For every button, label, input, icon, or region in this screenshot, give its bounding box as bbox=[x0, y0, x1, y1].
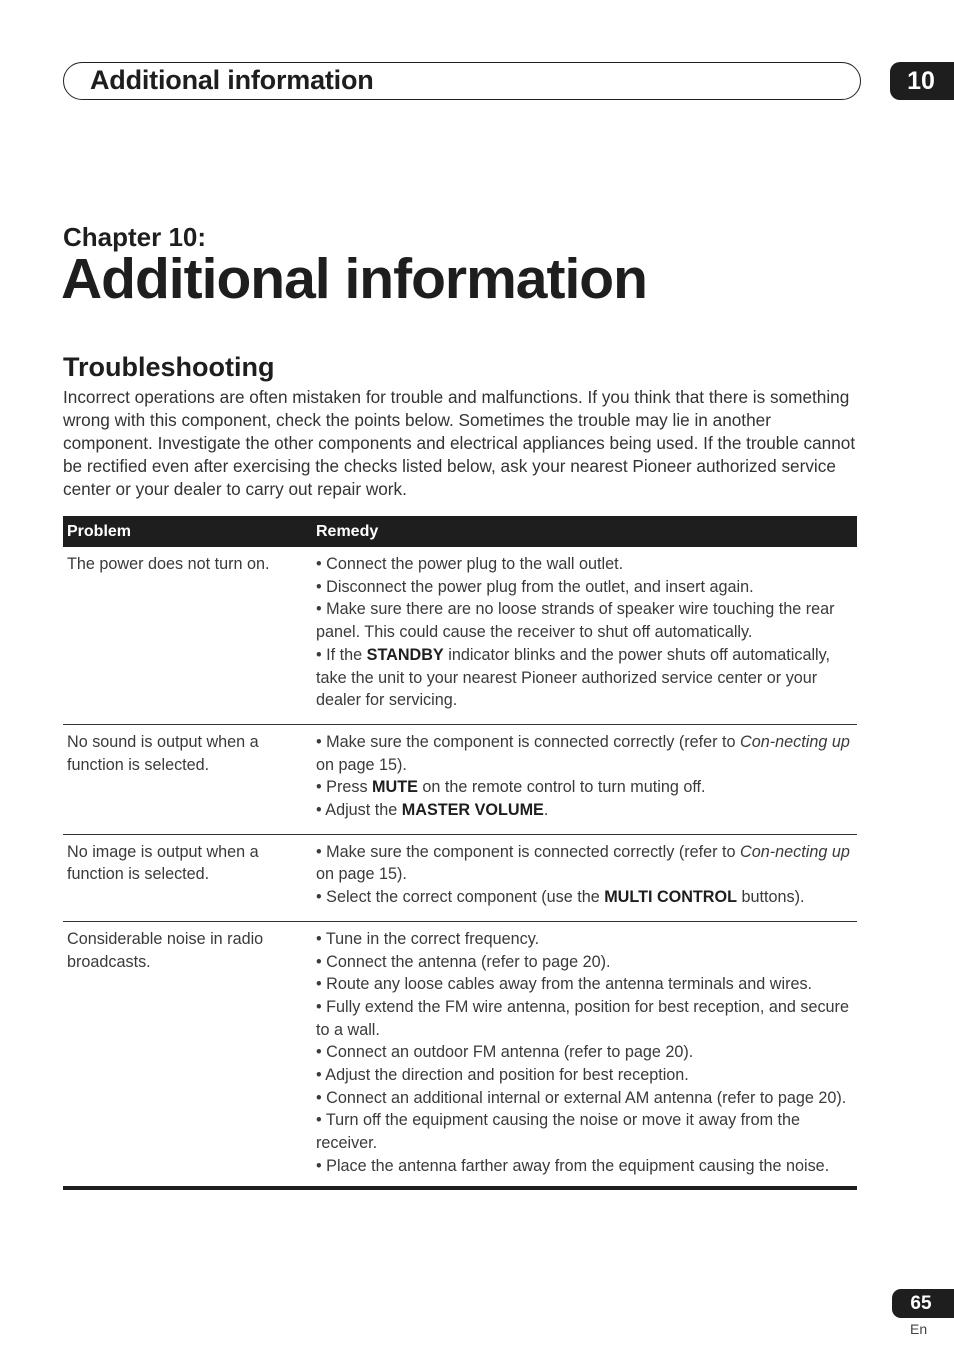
remedy-item bbox=[316, 1064, 853, 1087]
table-header-row bbox=[63, 516, 857, 547]
remedy-cell bbox=[312, 834, 857, 921]
remedy-text: • Make sure the component is connected correctly (refer to bbox=[316, 842, 741, 861]
remedy-text: indicator blinks and the power shuts off automatically, take the unit to your nearest Pioneer authorized service center or your dealer for servicing. bbox=[316, 645, 831, 710]
remedy-item bbox=[316, 1155, 853, 1178]
remedy-text: on the remote control to turn muting off. bbox=[417, 778, 706, 797]
remedy-item bbox=[316, 576, 853, 599]
chapter-label: Chapter 10: bbox=[63, 222, 207, 252]
remedy-text: • Adjust the direction and position for best reception. bbox=[316, 1066, 689, 1085]
remedy-text: • Route any loose cables away from the antenna terminals and wires. bbox=[316, 975, 813, 994]
column-header-problem: Problem bbox=[63, 516, 312, 547]
remedy-text: • Select the correct component (use the bbox=[316, 888, 605, 907]
remedy-item bbox=[316, 799, 853, 822]
remedy-item bbox=[316, 731, 853, 776]
remedy-text: • Adjust the bbox=[316, 801, 402, 820]
remedy-item bbox=[316, 1109, 853, 1154]
remedy-item bbox=[316, 996, 853, 1041]
remedy-text: • Make sure the component is connected correctly (refer to bbox=[316, 732, 741, 751]
remedy-text: • Connect the power plug to the wall outlet. bbox=[316, 555, 624, 573]
control-name: MUTE bbox=[372, 778, 418, 797]
remedy-text: buttons). bbox=[736, 888, 805, 907]
problem-cell: No sound is output when a function is selected. bbox=[63, 724, 312, 834]
section-heading: Troubleshooting bbox=[63, 352, 275, 382]
remedy-text: • Connect an outdoor FM antenna (refer to page 20). bbox=[316, 1043, 694, 1062]
table-row bbox=[63, 724, 857, 834]
remedy-item bbox=[316, 1087, 853, 1110]
language-code: En bbox=[910, 1321, 928, 1337]
running-header bbox=[63, 62, 861, 100]
control-name: STANDBY bbox=[366, 645, 444, 664]
remedy-text: • Make sure there are no loose strands of speaker wire touching the rear panel. This could cause the receiver to shut off automatically. bbox=[316, 600, 835, 642]
remedy-text: • Connect the antenna (refer to page 20). bbox=[316, 952, 611, 971]
remedy-cell bbox=[312, 724, 857, 834]
column-header-remedy: Remedy bbox=[312, 516, 857, 547]
remedy-text: • Connect an additional internal or external AM antenna (refer to page 20). bbox=[316, 1088, 847, 1107]
remedy-text: . bbox=[543, 801, 549, 820]
remedy-text: • Tune in the correct frequency. bbox=[316, 929, 540, 948]
cross-reference: Con-necting up bbox=[740, 842, 850, 861]
problem-cell: The power does not turn on. bbox=[63, 547, 312, 724]
running-header-title: Additional information bbox=[90, 65, 374, 95]
remedy-item bbox=[316, 1041, 853, 1064]
page-number: 65 bbox=[892, 1289, 954, 1318]
chapter-title: Additional information bbox=[61, 247, 647, 311]
remedy-cell bbox=[312, 547, 857, 724]
table-row bbox=[63, 921, 857, 1187]
remedy-text: • Place the antenna farther away from the equipment causing the noise. bbox=[316, 1156, 830, 1175]
remedy-item bbox=[316, 553, 853, 576]
problem-cell: No image is output when a function is selected. bbox=[63, 834, 312, 921]
table-row bbox=[63, 547, 857, 724]
remedy-item bbox=[316, 644, 853, 712]
remedy-text: • Turn off the equipment causing the noise or move it away from the receiver. bbox=[316, 1111, 801, 1153]
cross-reference: Con-necting up bbox=[740, 732, 850, 751]
remedy-text: • Fully extend the FM wire antenna, position for best reception, and secure to a wall. bbox=[316, 997, 849, 1039]
remedy-item bbox=[316, 973, 853, 996]
remedy-text: on page 15). bbox=[316, 755, 407, 774]
remedy-cell bbox=[312, 921, 857, 1187]
chapter-number-tab: 10 bbox=[890, 62, 954, 100]
remedy-item bbox=[316, 841, 853, 886]
remedy-item bbox=[316, 776, 853, 799]
remedy-text: on page 15). bbox=[316, 865, 407, 884]
remedy-text: • Press bbox=[316, 778, 373, 797]
problem-cell: Considerable noise in radio broadcasts. bbox=[63, 921, 312, 1187]
remedy-item bbox=[316, 598, 853, 643]
remedy-text: • If the bbox=[316, 645, 367, 664]
table-body bbox=[63, 547, 857, 1188]
remedy-item bbox=[316, 928, 853, 951]
remedy-item bbox=[316, 886, 853, 909]
troubleshooting-table bbox=[63, 516, 857, 1190]
table-row bbox=[63, 834, 857, 921]
remedy-item bbox=[316, 951, 853, 974]
remedy-text: • Disconnect the power plug from the outlet, and insert again. bbox=[316, 577, 754, 596]
intro-paragraph: Incorrect operations are often mistaken for trouble and malfunctions. If you think that there is something wrong with this component, check the points below. Sometimes the trouble may lie in another component. Investigate the other components and electrical appliances being used. If the trouble cannot be rectified even after exercising the checks listed below, ask your nearest Pioneer authorized service center or your dealer to carry out repair work. bbox=[63, 387, 856, 499]
control-name: MASTER VOLUME bbox=[401, 801, 544, 820]
control-name: MULTI CONTROL bbox=[604, 888, 737, 907]
